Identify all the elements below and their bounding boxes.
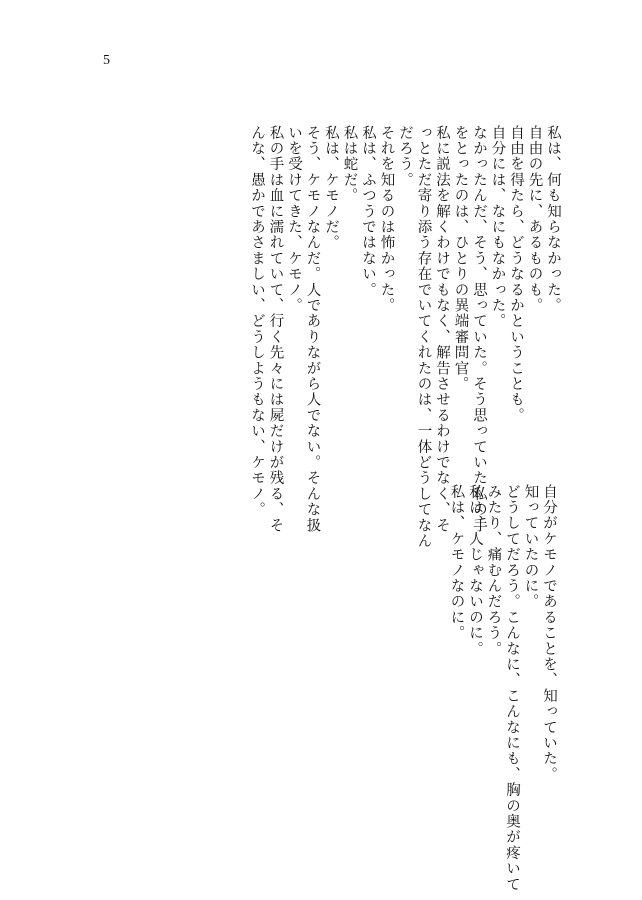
text-line: 私は蛇だ。 [341, 125, 358, 204]
text-line: 私は、ケモノなのに。 [448, 484, 465, 641]
text-line: っとただ寄り添う存在でいてくれたのは、一体どうしてなん [415, 125, 432, 549]
text-line: んな、愚かであさましい、どうしようもない、ケモノ。 [249, 125, 265, 518]
text-line: 私は、何も知らなかった。 [545, 125, 561, 314]
text-line: 自分がケモノであることを、知っていた。 [541, 484, 557, 783]
text-line: そう、ケモノなんだ。人でありながら人でない。そんな扱 [304, 125, 321, 534]
text-line: なかったんだ、そう、思っていた。そう思っていた私の手 [471, 125, 487, 534]
text-line: それを知るのは怖かった。 [378, 125, 395, 314]
text-line: 私に説法を解くわけでもなく、解告させるわけでなく、そ [434, 125, 450, 534]
text-line: 私は、人じゃないのに。 [467, 484, 483, 657]
text-line: だろう。 [397, 125, 413, 188]
text-line: 自由を得たら、どうなるかということも。 [508, 125, 524, 424]
text-line: 私の手は血に濡れていて、行く先々には屍だけが残る、そ [267, 125, 284, 534]
lower-text-block [358, 484, 558, 893]
text-line: 自分には、なにもなかった。 [489, 125, 506, 330]
text-line: 知っていたのに。 [522, 484, 539, 610]
text-line: 私は、ケモノだ。 [323, 125, 339, 251]
page-number: 5 [103, 53, 110, 68]
text-line: みたり、痛むんだろう。 [485, 484, 502, 657]
text-line: どうしてだろう。こんなに、こんなにも、胸の奥が疼いて [504, 484, 520, 893]
text-line: 私は、ふつうではない。 [360, 125, 376, 298]
text-line: をとったのは、ひとりの異端審問官。 [452, 125, 469, 392]
text-line: いを受けてきた、ケモノ。 [286, 125, 302, 314]
text-line: 自由の先に、あるものも。 [526, 125, 543, 314]
